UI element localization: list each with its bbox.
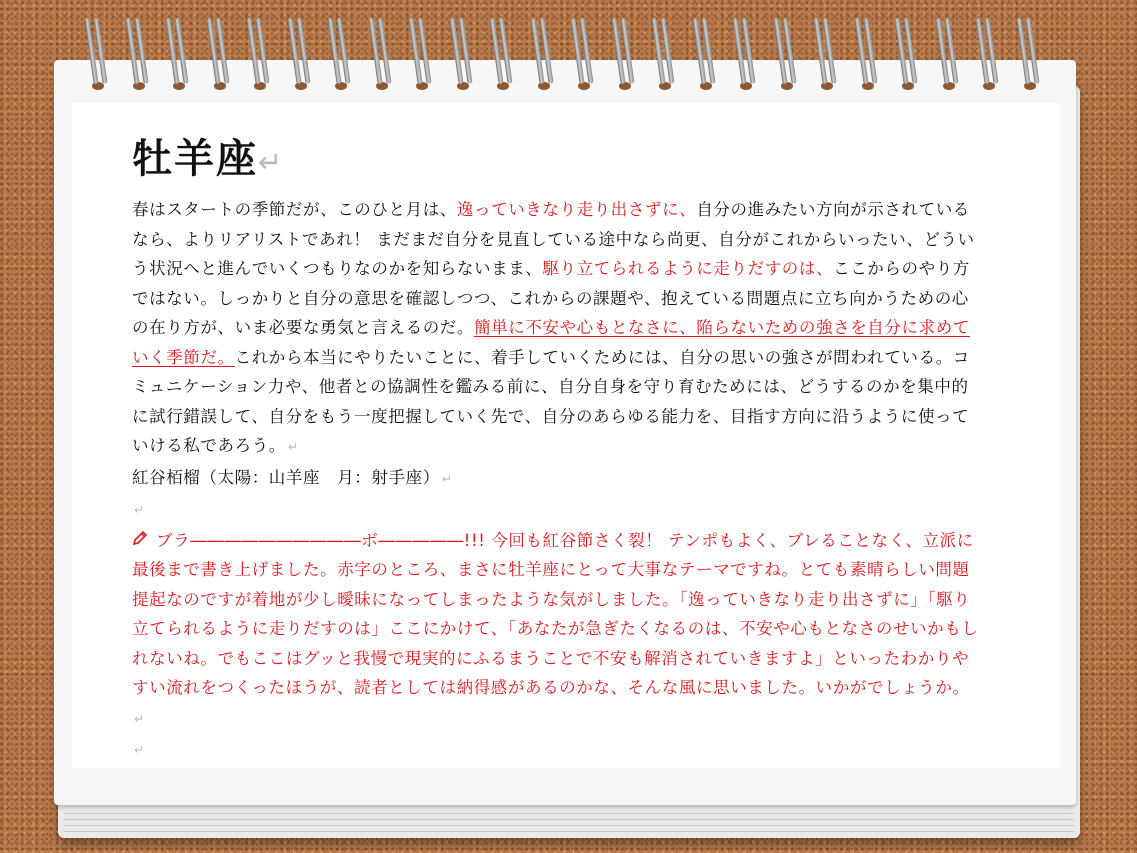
binding-ring [613,18,639,88]
author-line [132,463,982,495]
binding-ring [86,18,112,88]
text-segment: 自分の進みたい方向が示されているなら、よりリアリストであれ！ まだまだ自分を見直している途中なら尚更、自分がこれからいったい、どういう状況へと進んでいくつもりなのかを知らないまま、 [132,200,975,278]
binding-ring [167,18,193,88]
binding-ring [896,18,922,88]
binding-ring [532,18,558,88]
binding-ring [370,18,396,88]
binding-ring [856,18,882,88]
document-body [132,195,982,766]
binding-ring [491,18,517,88]
binding-ring [248,18,274,88]
binding-ring [410,18,436,88]
editor-comment [132,526,982,735]
return-mark-icon: ↵ [287,440,299,454]
text-segment: ここからのやり方ではない。しっかりと自分の意思を確認しつつ、これからの課題や、抱えている問題点に立ち向かうための心の在り方が、いま必要な勇気と言えるのだ。 [132,259,970,337]
binding-ring [572,18,598,88]
binding-ring [734,18,760,88]
return-mark-icon: ↵ [258,145,285,179]
binding-ring [775,18,801,88]
binding-ring [451,18,477,88]
binding-ring [977,18,1003,88]
binding-ring [815,18,841,88]
binding-ring [1018,18,1044,88]
text-segment: 春はスタートの季節だが、このひと月は、 [132,200,457,219]
binding-ring [127,18,153,88]
return-mark-icon: ↵ [134,743,145,757]
pencil-icon [132,531,148,550]
highlight-red: 駆り立てられるように走りだすのは、 [542,259,834,278]
return-mark-icon: ↵ [441,471,453,486]
binding-ring [694,18,720,88]
binding-ring [653,18,679,88]
empty-line [132,734,982,766]
horoscope-paragraph [132,195,982,463]
author-text: 紅谷栢榴（太陽：山羊座 月：射手座） [132,467,440,487]
return-mark-icon: ↵ [134,503,145,517]
highlight-underlined: 簡単に不安や心もとなさに、陥らないための強さを自分に求めていく季節だ。 [132,318,970,367]
highlight-red: 逸っていきなり走り出さずに、 [456,200,697,219]
document-page [72,103,1060,768]
comment-text: ブラ――――――――――ボ―――――!!! 今回も紅谷節さく裂！ テンポもよく、ブレることなく、立派に最後まで書き上げました。赤字のところ、まさに牡羊座にとって大事なテーマですね。とても素晴らしい問題提起なのですが着地が少し曖昧になってしまったような気がしました。「逸っていきなり走り出さずに」「駆り立てられるように走りだすのは」ここにかけて、「あなたが急ぎたくなるのは、不安や心もとなさのせいかもしれないね。でもここはグッと我慢で現実的にふるまうことで不安も解消されていきますよ」といったわかりやすい流れをつくったほうが、読者としては納得感があるのかな、そんな風に思いました。いかがでしょうか。 [132,530,979,697]
binding-ring [937,18,963,88]
binding-ring [329,18,355,88]
empty-line [132,494,982,526]
title-text: 牡羊座 [132,136,258,182]
page-title [132,127,284,184]
binding-ring [208,18,234,88]
return-mark-icon: ↵ [134,711,145,726]
text-segment: これから本当にやりたいことに、着手していくためには、自分の思いの強さが問われている。コミュニケーション力や、他者との協調性を鑑みる前に、自分自身を守り育むためには、どうするのかを集中的に試行錯誤して、自分をもう一度把握していく先で、自分のあらゆる能力を、目指す方向に沿うように使っていける私であろう。 [132,347,970,455]
binding-ring [289,18,315,88]
